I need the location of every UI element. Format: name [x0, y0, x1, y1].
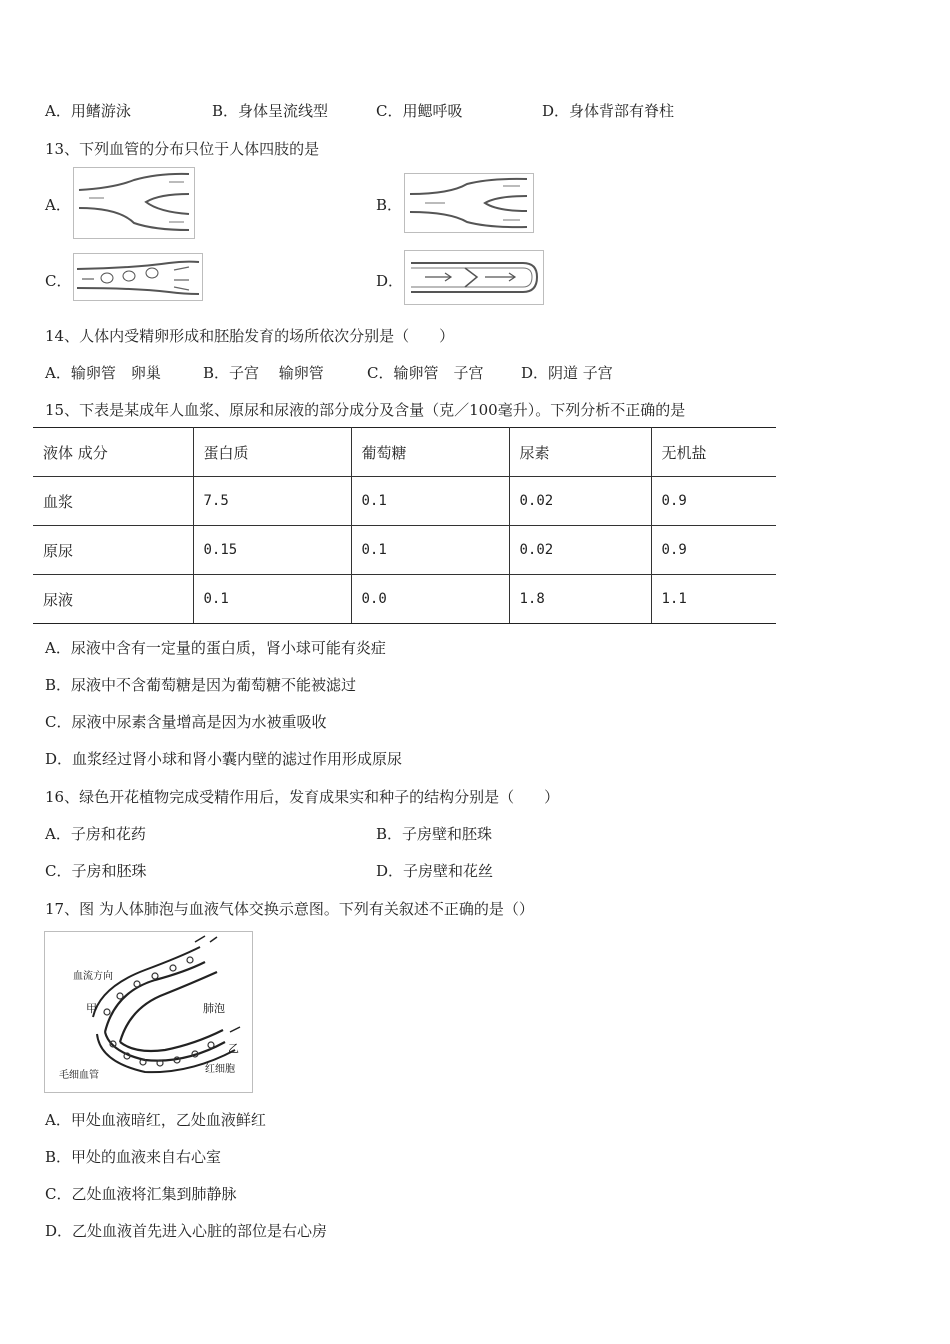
q12-option-c: C．用鳃呼吸 — [376, 102, 463, 120]
q16-option-a: A．子房和花药 — [45, 825, 146, 843]
table-header-cell: 液体 成分 — [33, 428, 193, 477]
q17-option-c: C．乙处血液将汇集到肺静脉 — [45, 1185, 237, 1203]
q14-option-c: C．输卵管 子宫 — [367, 364, 484, 382]
table-cell: 7.5 — [193, 477, 351, 526]
table-cell: 0.02 — [509, 477, 651, 526]
q13-label-d: D． — [376, 272, 404, 290]
table-header-cell: 尿素 — [509, 428, 651, 477]
label-alveolus: 肺泡 — [203, 1002, 225, 1015]
q13-label-b: B． — [376, 196, 403, 214]
q14-option-d: D．阴道 子宫 — [521, 364, 613, 382]
q17-option-a: A．甲处血液暗红，乙处血液鲜红 — [45, 1111, 266, 1129]
alveolus-gas-exchange-diagram — [44, 931, 253, 1093]
q16-option-b: B．子房壁和胚珠 — [376, 825, 493, 843]
q13-label-c: C． — [45, 272, 72, 290]
q15-option-a: A．尿液中含有一定量的蛋白质，肾小球可能有炎症 — [45, 639, 386, 657]
q16-option-d: D．子房壁和花丝 — [376, 862, 494, 880]
q17-option-d: D．乙处血液首先进入心脏的部位是右心房 — [45, 1222, 328, 1240]
alveolus-image — [45, 932, 252, 1092]
q15-option-b: B．尿液中不含葡萄糖是因为葡萄糖不能被滤过 — [45, 676, 357, 694]
q14-option-a: A．输卵管 卵巢 — [45, 364, 161, 382]
table-cell: 0.9 — [651, 526, 776, 575]
table-cell: 0.15 — [193, 526, 351, 575]
q13-stem: 13、下列血管的分布只位于人体四肢的是 — [45, 140, 320, 158]
q15-option-c: C．尿液中尿素含量增高是因为水被重吸收 — [45, 713, 327, 731]
capillary-vessel-image — [74, 254, 202, 300]
q17-option-b: B．甲处的血液来自右心室 — [45, 1148, 222, 1166]
vessel-diagram-d — [404, 250, 544, 305]
q12-option-b: B．身体呈流线型 — [212, 102, 329, 120]
q16-option-c: C．子房和胚珠 — [45, 862, 147, 880]
table-cell: 0.1 — [193, 575, 351, 624]
table-cell: 0.1 — [351, 477, 509, 526]
label-yi: 乙 — [228, 1042, 239, 1055]
q12-option-a: A．用鳍游泳 — [45, 102, 131, 120]
valve-vessel-image — [405, 251, 543, 304]
label-blood-flow-direction: 血流方向 — [73, 971, 113, 982]
table-cell: 0.02 — [509, 526, 651, 575]
table-header-row — [33, 428, 776, 477]
table-cell: 血浆 — [33, 477, 193, 526]
table-header-cell: 葡萄糖 — [351, 428, 509, 477]
table-row — [33, 526, 776, 575]
q15-stem: 15、下表是某成年人血浆、原尿和尿液的部分成分及含量（克／100毫升）。下列分析不正确的是 — [45, 401, 686, 419]
table-row — [33, 575, 776, 624]
table-header-cell: 无机盐 — [651, 428, 776, 477]
q13-label-a: A． — [45, 196, 71, 214]
table-header-cell: 蛋白质 — [193, 428, 351, 477]
vessel-diagram-a — [73, 167, 195, 239]
table-cell: 1.8 — [509, 575, 651, 624]
table-cell: 0.9 — [651, 477, 776, 526]
table-row — [33, 477, 776, 526]
q17-stem: 17、图 为人体肺泡与血液气体交换示意图。下列有关叙述不正确的是（） — [45, 900, 534, 918]
vessel-diagram-b — [404, 173, 534, 233]
label-red-blood-cell: 红细胞 — [205, 1064, 235, 1075]
table-cell: 原尿 — [33, 526, 193, 575]
q15-option-d: D．血浆经过肾小球和肾小囊内壁的滤过作用形成原尿 — [45, 750, 403, 768]
table-cell: 尿液 — [33, 575, 193, 624]
table-cell: 0.1 — [351, 526, 509, 575]
q16-stem: 16、绿色开花植物完成受精作用后，发育成果实和种子的结构分别是（ ） — [45, 788, 560, 806]
branching-vessel-image — [74, 168, 194, 238]
q14-stem: 14、人体内受精卵形成和胚胎发育的场所依次分别是（ ） — [45, 327, 455, 345]
label-capillary: 毛细血管 — [59, 1070, 99, 1081]
branching-vessel-image — [405, 174, 533, 232]
vessel-diagram-c — [73, 253, 203, 301]
label-jia: 甲 — [86, 1002, 97, 1015]
table-cell: 0.0 — [351, 575, 509, 624]
q12-option-d: D．身体背部有脊柱 — [542, 102, 675, 120]
q14-option-b: B．子宫 输卵管 — [203, 364, 324, 382]
table-cell: 1.1 — [651, 575, 776, 624]
composition-table — [33, 427, 776, 624]
